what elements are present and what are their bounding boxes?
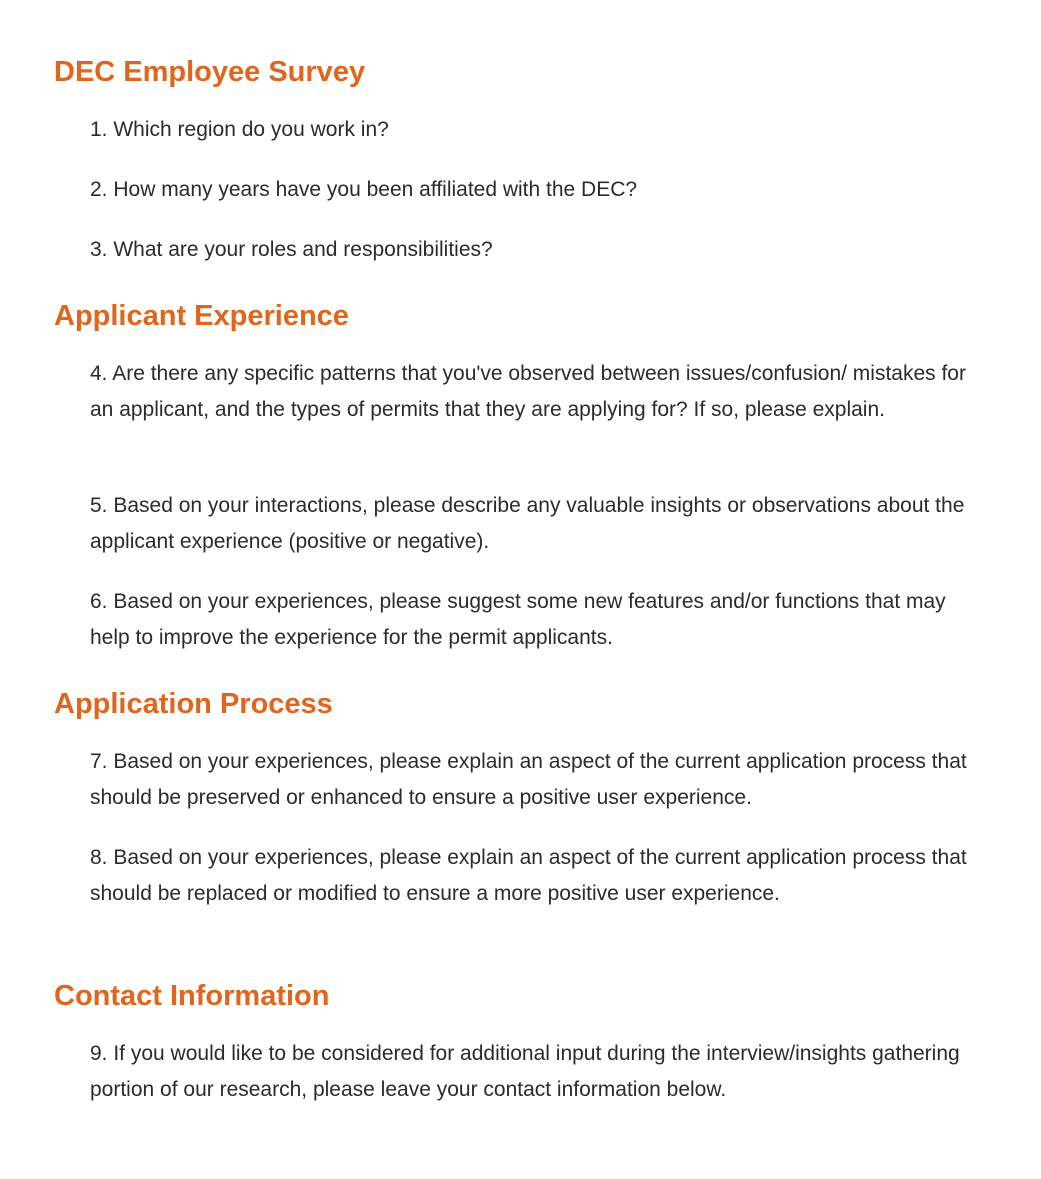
section-title-dec-employee-survey: DEC Employee Survey [54,56,366,88]
question-9: 9. If you would like to be considered for additional input during the interview/insights gathering portion of our research, please leave your contact information below. [90,1042,960,1101]
question-3: 3. What are your roles and responsibilities? [90,238,493,261]
question-4: 4. Are there any specific patterns that you've observed between issues/confusion/ mistakes for an applicant, and the types of permits that they are applying for? If so, please explain. [90,362,966,421]
question-8: 8. Based on your experiences, please explain an aspect of the current application process that should be replaced or modified to ensure a more positive user experience. [90,846,967,905]
section-title-application-process: Application Process [54,688,333,720]
question-7: 7. Based on your experiences, please explain an aspect of the current application process that should be preserved or enhanced to ensure a positive user experience. [90,750,967,809]
question-1: 1. Which region do you work in? [90,118,389,141]
section-title-applicant-experience: Applicant Experience [54,300,349,332]
question-6: 6. Based on your experiences, please suggest some new features and/or functions that may help to improve the experience for the permit applicants. [90,590,946,649]
question-2: 2. How many years have you been affiliated with the DEC? [90,178,638,201]
question-5: 5. Based on your interactions, please describe any valuable insights or observations about the applicant experience (positive or negative). [90,494,965,553]
section-title-contact-information: Contact Information [54,980,330,1012]
